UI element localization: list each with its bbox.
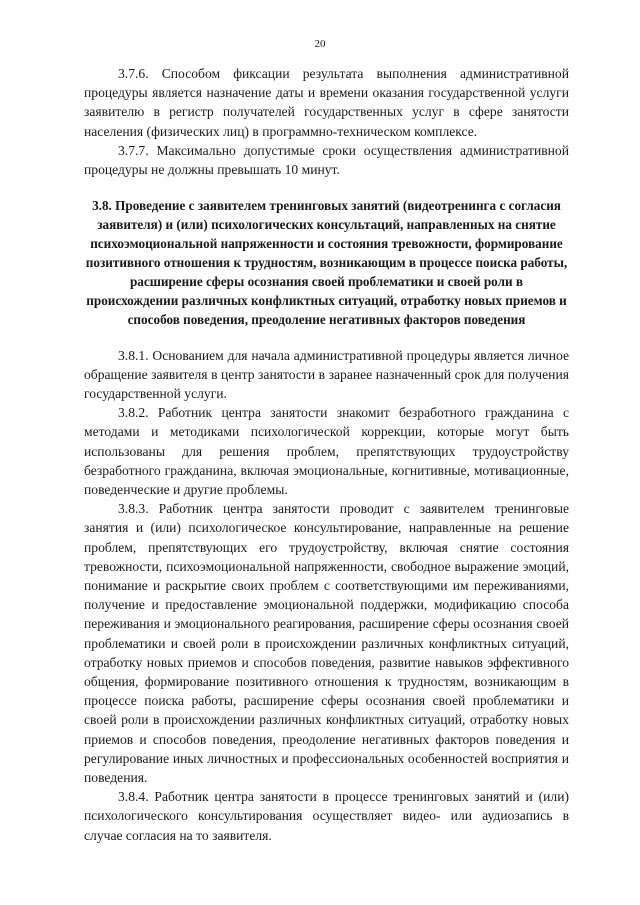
document-body xyxy=(84,64,569,845)
paragraph-3-7-7: 3.7.7. Максимально допустимые сроки осуществления административной процедуры не должны превышать 10 минут. xyxy=(84,142,569,178)
paragraph-3-8-4: 3.8.4. Работник центра занятости в процессе тренинговых занятий и (или) психологического консультирования осуществляет видео- или аудиозапись в случае согласия на то заявителя. xyxy=(84,789,569,843)
paragraph-3-8-1: 3.8.1. Основанием для начала административной процедуры является личное обращение заявителя в центр занятости в заранее назначенный срок для получения государственной услуги. xyxy=(84,347,569,401)
paragraph-3-8-2: 3.8.2. Работник центра занятости знакомит безработного гражданина с методами и методиками психологической коррекции, которые могут быть использованы для решения проблем, препятствующих трудоустройству безработного гражданина, включая эмоциональные, когнитивные, мотивационные, поведенческие и другие проблемы. xyxy=(84,405,569,497)
paragraph-3-7-6: 3.7.6. Способом фиксации результата выполнения административной процедуры является назначение даты и времени оказания государственной услуги заявителю в регистр получателей государственных услуг в сфере занятости населения (физических лиц) в программно-техническом комплексе. xyxy=(84,66,569,139)
paragraph-3-8-3: 3.8.3. Работник центра занятости проводит с заявителем тренинговые занятия и (или) психологическое консультирование, направленные на решение проблем, препятствующих его трудоустройству, включая снятие состояния тревожности, психоэмоциональной напряженности, свободное выражение эмоций, понимание и раскрытие своих проблем с соответствующими им переживаниями, получение и предоставление эмоциональной поддержки, модификацию способа переживания и эмоционального реагирования, расширение сферы осознания своей проблематики и своей роли в происхождении различных конфликтных ситуаций, отработку новых приемов и способов поведения, развитие навыков эффективного общения, формирование позитивного отношения к трудностям, возникающим в процессе поиска работы, расширение сферы осознания своей проблематики и своей роли в происхождении различных конфликтных ситуаций, отработку новых приемов и способов поведения, преодоление негативных факторов поведения и регулирование иных личностных и профессиональных особенностей восприятия и поведения. xyxy=(84,501,569,786)
section-heading-3-8: 3.8. Проведение с заявителем тренинговых занятий (видеотренинга с согласия заявителя) и (или) психологических консультаций, направленных на снятие психоэмоциональной напряженности и состояния тревожности, формирование позитивного отношения к трудностям, возникающим в процессе поиска работы, расширение сферы осознания своей проблематики и своей роли в происхождении различных конфликтных ситуаций, отработку новых приемов и способов поведения, преодоление негативных факторов поведения xyxy=(85,198,568,327)
page-number: 20 xyxy=(314,38,326,50)
